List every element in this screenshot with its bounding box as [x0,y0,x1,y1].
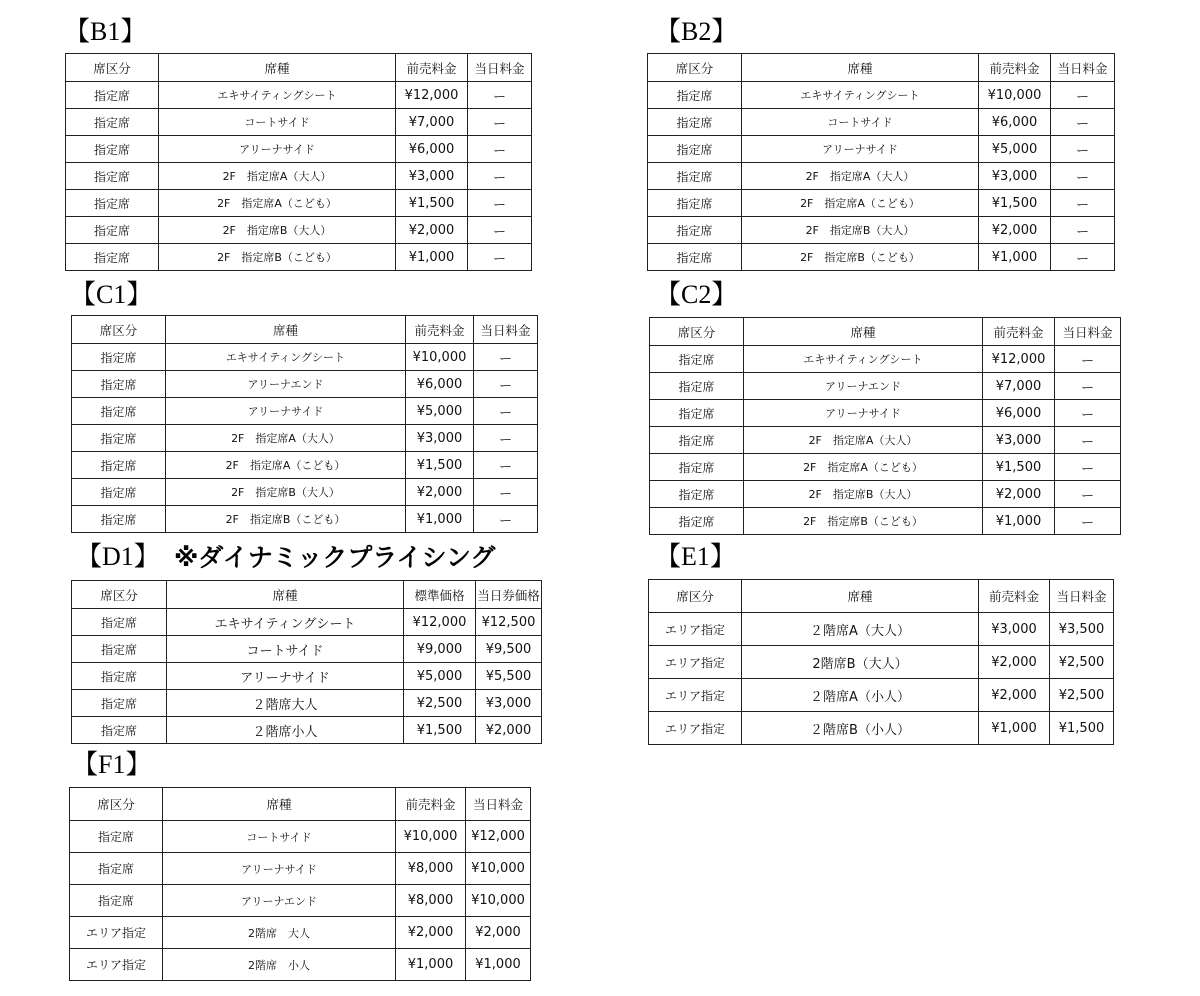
seat-type: エキサイティングシート [167,609,404,636]
table-row [648,82,1115,109]
seat-type: アリーナサイド [159,136,396,163]
table-row [72,344,538,371]
seat-type: 2F 指定席B（大人） [742,217,979,244]
seat-type: アリーナエンド [744,373,983,400]
seat-type: 2F 指定席A（こども） [744,454,983,481]
seat-type: 2F 指定席A（大人） [159,163,396,190]
day-price: ー [468,163,532,190]
table-row [650,373,1121,400]
seat-category: 指定席 [72,479,166,506]
seat-category: 指定席 [66,82,159,109]
table-row [650,508,1121,535]
day-ticket-price: ¥5,500 [476,663,542,690]
seat-category: 指定席 [72,717,167,744]
seat-type: ２階席A（大人） [742,613,979,646]
header-cell: 前売料金 [979,580,1050,613]
day-price: ¥10,000 [466,885,531,917]
day-price: ー [1051,109,1115,136]
seat-category: 指定席 [66,217,159,244]
seat-type: 2F 指定席A（大人） [166,425,406,452]
table-header-row [72,316,538,344]
seat-category: エリア指定 [649,613,742,646]
seat-type: 2F 指定席B（大人） [166,479,406,506]
header-cell: 席種 [742,54,979,82]
seat-type: 2F 指定席B（大人） [159,217,396,244]
header-cell: 席種 [167,581,404,609]
day-price: ー [1051,244,1115,271]
table-row [66,244,532,271]
table-row [70,885,531,917]
day-price: ー [474,479,538,506]
seat-category: エリア指定 [649,679,742,712]
header-cell: 席区分 [72,581,167,609]
table-row [648,163,1115,190]
table-row [66,163,532,190]
seat-type: 2階席B（大人） [742,646,979,679]
seat-category: 指定席 [650,373,744,400]
seat-category: 指定席 [70,885,163,917]
table-row [72,717,542,744]
day-price: ー [474,398,538,425]
day-price: ー [468,217,532,244]
seat-type: 2F 指定席B（こども） [159,244,396,271]
table-title-b2: 【B2】 [655,17,738,46]
table-row [648,190,1115,217]
day-price: ー [1051,190,1115,217]
advance-price: ¥10,000 [979,82,1051,109]
day-price: ー [474,506,538,533]
dynamic-pricing-note: ※ダイナミックプライシング [174,543,496,572]
table-header-row [72,581,542,609]
header-cell: 当日料金 [1050,580,1114,613]
seat-category: 指定席 [650,400,744,427]
table-row [648,244,1115,271]
seat-type: エキサイティングシート [742,82,979,109]
day-price: ¥2,500 [1050,679,1114,712]
table-row [649,679,1114,712]
seat-type: ２階席B（小人） [742,712,979,745]
table-row [66,136,532,163]
seat-category: エリア指定 [70,917,163,949]
seat-category: 指定席 [72,452,166,479]
standard-price: ¥9,000 [404,636,476,663]
seat-type: アリーナサイド [742,136,979,163]
header-cell: 席種 [742,580,979,613]
day-price: ー [1055,346,1121,373]
seat-category: 指定席 [66,190,159,217]
seat-category: 指定席 [66,109,159,136]
seat-type: ２階席A（小人） [742,679,979,712]
seat-category: 指定席 [72,663,167,690]
standard-price: ¥5,000 [404,663,476,690]
table-row [649,613,1114,646]
table-row [66,82,532,109]
day-ticket-price: ¥3,000 [476,690,542,717]
seat-category: 指定席 [650,481,744,508]
price-table-f1 [69,787,531,981]
table-row [650,454,1121,481]
table-title-c1: 【C1】 [70,280,153,309]
advance-price: ¥1,000 [406,506,474,533]
table-row [72,636,542,663]
seat-category: 指定席 [72,506,166,533]
header-cell: 当日料金 [1051,54,1115,82]
header-cell: 前売料金 [406,316,474,344]
advance-price: ¥8,000 [396,885,466,917]
table-row [70,949,531,981]
seat-type: 2F 指定席B（大人） [744,481,983,508]
advance-price: ¥6,000 [406,371,474,398]
day-price: ー [1055,427,1121,454]
advance-price: ¥12,000 [396,82,468,109]
day-price: ¥3,500 [1050,613,1114,646]
advance-price: ¥2,000 [979,217,1051,244]
table-header-row [650,318,1121,346]
table-row [649,712,1114,745]
day-ticket-price: ¥9,500 [476,636,542,663]
table-title-c2: 【C2】 [655,280,738,309]
advance-price: ¥2,000 [983,481,1055,508]
advance-price: ¥2,000 [396,917,466,949]
advance-price: ¥12,000 [983,346,1055,373]
table-row [72,452,538,479]
day-price: ー [1055,373,1121,400]
seat-category: 指定席 [648,136,742,163]
day-price: ー [468,190,532,217]
table-row [650,346,1121,373]
header-cell: 席区分 [649,580,742,613]
seat-category: 指定席 [72,609,167,636]
day-price: ー [468,244,532,271]
table-title-f1: 【F1】 [72,750,152,779]
table-title-d1: 【D1】 [76,542,160,571]
table-row [66,190,532,217]
standard-price: ¥12,000 [404,609,476,636]
seat-category: 指定席 [70,853,163,885]
day-price: ¥1,000 [466,949,531,981]
seat-category: 指定席 [72,398,166,425]
seat-category: 指定席 [72,371,166,398]
day-price: ー [1055,481,1121,508]
table-row [650,427,1121,454]
day-price: ー [1051,217,1115,244]
advance-price: ¥2,000 [396,217,468,244]
advance-price: ¥5,000 [979,136,1051,163]
table-row [648,217,1115,244]
day-price: ー [468,82,532,109]
price-table-c1 [71,315,538,533]
table-row [72,479,538,506]
seat-category: 指定席 [648,244,742,271]
advance-price: ¥2,000 [979,646,1050,679]
advance-price: ¥3,000 [983,427,1055,454]
seat-type: コートサイド [167,636,404,663]
advance-price: ¥8,000 [396,853,466,885]
advance-price: ¥6,000 [979,109,1051,136]
seat-category: 指定席 [648,82,742,109]
header-cell: 当日料金 [466,788,531,821]
advance-price: ¥1,500 [979,190,1051,217]
seat-category: 指定席 [648,109,742,136]
seat-category: 指定席 [650,346,744,373]
table-row [72,506,538,533]
seat-category: エリア指定 [70,949,163,981]
seat-category: 指定席 [72,425,166,452]
advance-price: ¥1,000 [396,949,466,981]
table-title-e1: 【E1】 [655,542,736,571]
table-row [70,853,531,885]
day-price: ー [474,371,538,398]
price-table-b2 [647,53,1115,271]
advance-price: ¥7,000 [983,373,1055,400]
advance-price: ¥7,000 [396,109,468,136]
advance-price: ¥2,000 [979,679,1050,712]
table-row [648,136,1115,163]
standard-price: ¥1,500 [404,717,476,744]
header-cell: 標準価格 [404,581,476,609]
seat-category: 指定席 [72,636,167,663]
advance-price: ¥1,000 [396,244,468,271]
day-price: ー [1051,163,1115,190]
seat-category: 指定席 [66,136,159,163]
header-cell: 当日料金 [474,316,538,344]
seat-type: コートサイド [163,821,396,853]
table-header-row [66,54,532,82]
advance-price: ¥3,000 [979,613,1050,646]
header-cell: 前売料金 [983,318,1055,346]
seat-type: コートサイド [742,109,979,136]
seat-type: 2階席 大人 [163,917,396,949]
day-price: ー [474,425,538,452]
seat-category: 指定席 [70,821,163,853]
seat-category: エリア指定 [649,712,742,745]
standard-price: ¥2,500 [404,690,476,717]
seat-category: 指定席 [648,190,742,217]
day-price: ¥1,500 [1050,712,1114,745]
seat-type: 2F 指定席B（こども） [744,508,983,535]
header-cell: 前売料金 [979,54,1051,82]
advance-price: ¥2,000 [406,479,474,506]
seat-type: アリーナエンド [166,371,406,398]
day-price: ー [474,452,538,479]
header-cell: 席区分 [66,54,159,82]
seat-category: 指定席 [72,344,166,371]
advance-price: ¥6,000 [396,136,468,163]
table-header-row [649,580,1114,613]
header-cell: 席区分 [648,54,742,82]
table-row [650,481,1121,508]
advance-price: ¥1,000 [983,508,1055,535]
seat-category: 指定席 [66,163,159,190]
day-price: ¥2,000 [466,917,531,949]
table-row [72,690,542,717]
table-row [72,398,538,425]
table-row [648,109,1115,136]
seat-category: 指定席 [648,163,742,190]
seat-type: コートサイド [159,109,396,136]
advance-price: ¥6,000 [983,400,1055,427]
seat-type: 2F 指定席A（大人） [744,427,983,454]
seat-category: 指定席 [66,244,159,271]
table-row [72,371,538,398]
seat-type: アリーナサイド [744,400,983,427]
table-row [70,821,531,853]
header-cell: 席区分 [72,316,166,344]
table-row [72,663,542,690]
advance-price: ¥10,000 [406,344,474,371]
seat-category: エリア指定 [649,646,742,679]
advance-price: ¥1,500 [396,190,468,217]
table-row [72,609,542,636]
day-ticket-price: ¥12,500 [476,609,542,636]
table-row [66,217,532,244]
seat-type: アリーナサイド [167,663,404,690]
table-row [70,917,531,949]
day-price: ー [468,136,532,163]
table-row [649,646,1114,679]
header-cell: 席区分 [650,318,744,346]
table-title-b1: 【B1】 [64,17,147,46]
advance-price: ¥1,000 [979,244,1051,271]
header-cell: 席種 [163,788,396,821]
header-cell: 当日料金 [1055,318,1121,346]
table-row [72,425,538,452]
seat-type: 2F 指定席A（こども） [166,452,406,479]
seat-type: アリーナサイド [166,398,406,425]
table-row [66,109,532,136]
day-price: ー [1055,454,1121,481]
table-row [650,400,1121,427]
advance-price: ¥5,000 [406,398,474,425]
price-table-e1 [648,579,1114,745]
table-header-row [70,788,531,821]
header-cell: 前売料金 [396,788,466,821]
seat-category: 指定席 [72,690,167,717]
advance-price: ¥3,000 [406,425,474,452]
header-cell: 前売料金 [396,54,468,82]
advance-price: ¥1,000 [979,712,1050,745]
seat-type: 2F 指定席A（こども） [159,190,396,217]
header-cell: 席種 [744,318,983,346]
day-price: ¥10,000 [466,853,531,885]
day-price: ¥12,000 [466,821,531,853]
table-header-row [648,54,1115,82]
price-table-d1 [71,580,542,744]
price-table-b1 [65,53,532,271]
seat-category: 指定席 [648,217,742,244]
seat-type: アリーナエンド [163,885,396,917]
day-ticket-price: ¥2,000 [476,717,542,744]
header-cell: 席種 [159,54,396,82]
header-cell: 席区分 [70,788,163,821]
day-price: ー [1055,400,1121,427]
advance-price: ¥1,500 [406,452,474,479]
seat-category: 指定席 [650,454,744,481]
advance-price: ¥1,500 [983,454,1055,481]
seat-category: 指定席 [650,508,744,535]
day-price: ー [1051,82,1115,109]
price-table-c2 [649,317,1121,535]
seat-type: 2F 指定席A（大人） [742,163,979,190]
seat-type: ２階席大人 [167,690,404,717]
advance-price: ¥3,000 [396,163,468,190]
seat-type: エキサイティングシート [744,346,983,373]
day-price: ¥2,500 [1050,646,1114,679]
header-cell: 当日券価格 [476,581,542,609]
seat-type: 2F 指定席B（こども） [742,244,979,271]
advance-price: ¥10,000 [396,821,466,853]
advance-price: ¥3,000 [979,163,1051,190]
day-price: ー [474,344,538,371]
day-price: ー [468,109,532,136]
seat-type: 2F 指定席A（こども） [742,190,979,217]
day-price: ー [1051,136,1115,163]
seat-type: 2F 指定席B（こども） [166,506,406,533]
seat-type: アリーナサイド [163,853,396,885]
header-cell: 当日料金 [468,54,532,82]
seat-type: ２階席小人 [167,717,404,744]
seat-type: エキサイティングシート [166,344,406,371]
header-cell: 席種 [166,316,406,344]
seat-type: エキサイティングシート [159,82,396,109]
day-price: ー [1055,508,1121,535]
seat-category: 指定席 [650,427,744,454]
seat-type: 2階席 小人 [163,949,396,981]
